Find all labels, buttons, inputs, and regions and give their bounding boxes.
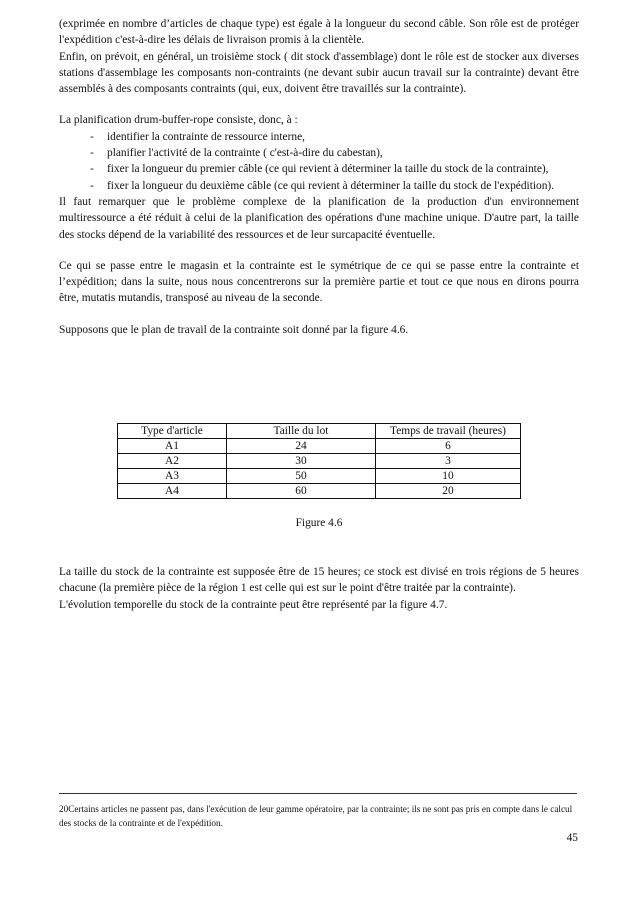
table-row <box>118 439 521 454</box>
table-cell: A1 <box>118 439 227 454</box>
table-cell: 10 <box>376 469 521 484</box>
table-cell: 20 <box>376 484 521 499</box>
table-cell: 60 <box>227 484 376 499</box>
table-cell: 50 <box>227 469 376 484</box>
footnote-number: 20 <box>59 804 69 814</box>
table-cell: 24 <box>227 439 376 454</box>
figure-caption: Figure 4.6 <box>295 517 343 529</box>
paragraph-multiresource: Il faut remarquer que le problème complexe de la planification de la production d'un environnement multiressource a été réduit à celui de la planification des opérations d'une machine unique. D'autre part, la taille des stocks dépend de la variabilité des ressources et de leur surcapacité éventuelle. <box>59 195 579 241</box>
table-row <box>118 469 521 484</box>
table-cell: 6 <box>376 439 521 454</box>
column-header: Type d'article <box>118 424 227 439</box>
paragraph-symmetry: Ce qui se passe entre le magasin et la contrainte est le symétrique de ce qui se passe entre la contrainte et l’expédition; dans la suite, nous nous concentrerons sur la première partie et tout ce que nous en dirons pourra être, mutatis mutandis, transposé au niveau de la seconde. <box>59 259 579 305</box>
table-header-row <box>118 424 521 439</box>
footnote-divider <box>59 793 577 794</box>
table-row <box>118 484 521 499</box>
list-item: - fixer la longueur du premier câble (ce qui revient à déterminer la taille du stock de la contrainte), <box>59 161 579 177</box>
footnote <box>59 802 579 830</box>
spacer <box>59 243 579 258</box>
dash-bullet-icon: - <box>90 163 94 176</box>
work-plan-table <box>117 423 521 499</box>
dash-bullet-icon: - <box>90 179 94 192</box>
table-row <box>118 454 521 469</box>
footnote-text: Certains articles ne passent pas, dans l'exécution de leur gamme opératoire, par la contrainte; ils ne sont pas pris en compte dans le calcul des stocks de la contrainte et de l'expédition. <box>59 804 573 828</box>
paragraph-assembly-stock: Enfin, on prévoit, en général, un troisième stock ( dit stock d'assemblage) dont le rôle est de stocker aux diverses stations d'assemblage les composants non-contraints (ne devant subir aucun travail sur la contrainte) devant être assemblés à des composants contraints (qui, eux, doivent être travaillés sur la contrainte). <box>59 50 579 96</box>
paragraph-stock-evolution: L'évolution temporelle du stock de la contrainte peut être représenté par la figure 4.7. <box>59 598 448 611</box>
lower-text <box>59 564 579 613</box>
paragraph-figure-intro: Supposons que le plan de travail de la contrainte soit donné par la figure 4.6. <box>59 323 409 336</box>
spacer <box>59 97 579 112</box>
table-cell: A3 <box>118 469 227 484</box>
spacer <box>59 307 579 322</box>
list-item: - fixer la longueur du deuxième câble (ce qui revient à déterminer la taille du stock de l'expédition). <box>59 178 579 194</box>
table-cell: A2 <box>118 454 227 469</box>
list-intro: La planification drum-buffer-rope consiste, donc, à : <box>59 114 298 127</box>
dash-bullet-icon: - <box>90 147 94 160</box>
table-cell: 30 <box>227 454 376 469</box>
paragraph-stock-size: La taille du stock de la contrainte est supposée être de 15 heures; ce stock est divisé en trois régions de 5 heures chacune (la première pièce de la région 1 est celle qui est sur le point d'être traitée par la contrainte). <box>59 566 579 595</box>
paragraph-buffer-shipping: (exprimée en nombre d’articles de chaque type) est égale à la longueur du second câble. Son rôle est de protéger l'expédition c'est-à-dire les délais de livraison promis à la clientèle. <box>59 18 579 47</box>
table-cell: 3 <box>376 454 521 469</box>
dbr-steps-list <box>59 129 579 194</box>
list-item: - identifier la contrainte de ressource interne, <box>59 129 579 145</box>
column-header: Temps de travail (heures) <box>376 424 521 439</box>
column-header: Taille du lot <box>227 424 376 439</box>
list-item: - planifier l'activité de la contrainte ( c'est-à-dire du cabestan), <box>59 145 579 161</box>
page-number: 45 <box>566 832 578 844</box>
dash-bullet-icon: - <box>90 130 94 143</box>
main-text <box>59 16 579 338</box>
table-cell: A4 <box>118 484 227 499</box>
